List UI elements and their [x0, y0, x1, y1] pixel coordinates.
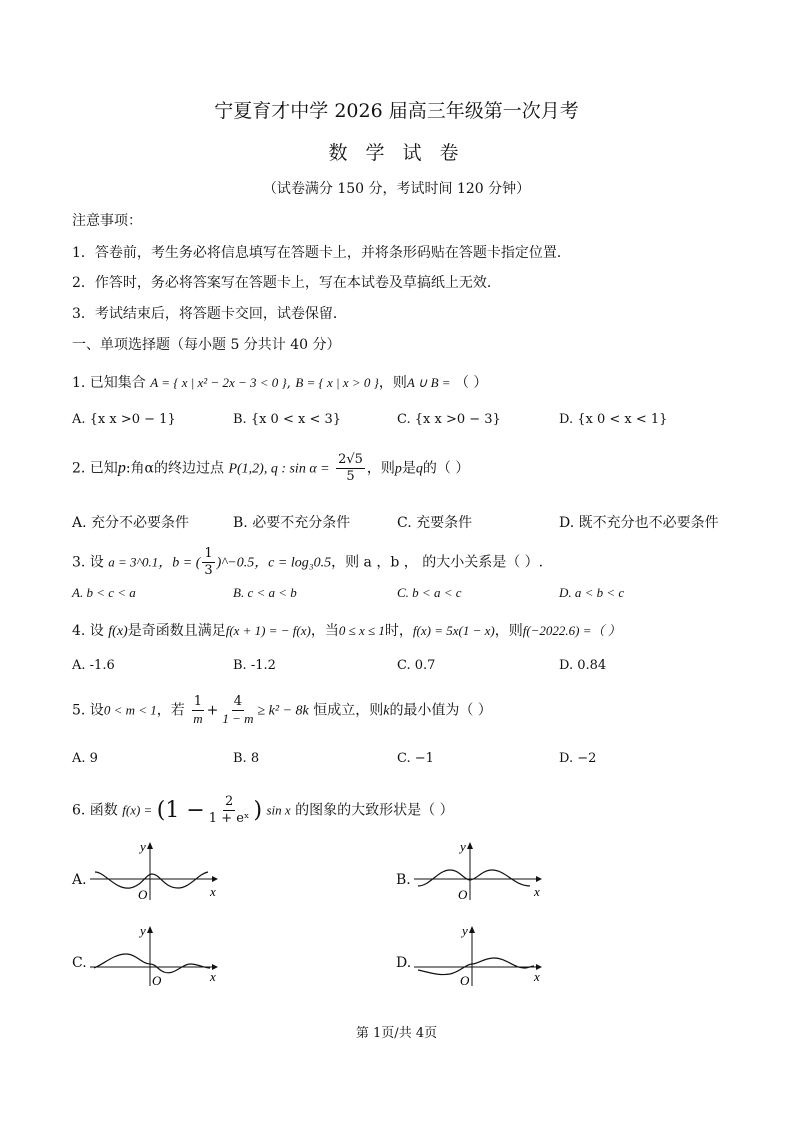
q5-stem-if: ，若: [156, 702, 185, 719]
q2-answer-paren: 的（ ）: [422, 460, 470, 477]
q4-stem-odd: 是奇函数且满足: [127, 623, 226, 639]
q6-graph-c: [90, 924, 220, 986]
q3-b-exp: )^−0.5: [216, 555, 255, 571]
q6-frac-num: 2: [224, 794, 234, 809]
notice-heading: 注意事项：: [72, 213, 142, 229]
q2-option-b: B. 必要不充分条件: [233, 515, 351, 531]
q4-option-a: A. -1.6: [72, 658, 115, 673]
q2-stem-angle: :角α的终边过点: [125, 460, 224, 477]
q4-option-c: C. 0.7: [397, 658, 436, 673]
q4-range: 0 ≤ x ≤ 1: [338, 623, 385, 638]
q6-option-c-label: C.: [72, 955, 87, 971]
q4-stem-time: 时，: [384, 623, 413, 639]
q4-relation: f(x + 1) = − f(x): [225, 623, 311, 638]
q2-q: q: [415, 461, 423, 477]
q5-option-d: D. −2: [559, 751, 597, 766]
exam-subject: 数 学 试 卷: [328, 142, 465, 164]
q3-option-c: C. b < a < c: [397, 585, 462, 600]
q6-stem-text: 6. 函数: [72, 802, 118, 819]
q5-fraction-1: [191, 694, 204, 727]
q4-option-d: D. 0.84: [559, 658, 607, 673]
q6-c-origin-label: O: [152, 973, 162, 988]
q5-plus: +: [206, 702, 219, 719]
q6-answer-paren: 的图象的大致形状是（ ）: [295, 802, 454, 819]
q6-b-x-label: x: [534, 884, 540, 899]
q5-rhs: ≥ k² − 8k: [257, 703, 309, 719]
q6-a-origin-label: O: [138, 887, 148, 902]
q2-option-a: A. 充分不必要条件: [72, 515, 190, 531]
q6-graph-b: [414, 839, 544, 902]
q4-ask: f(−2022.6) =（ ）: [522, 623, 621, 638]
q2-option-d: D. 既不充分也不必要条件: [559, 515, 719, 531]
q2-stem-then: ，则: [366, 460, 395, 477]
q6-fraction: [207, 794, 252, 827]
q3-stem-tail: ，则 a ，b ， 的大小关系是（ ）.: [331, 554, 544, 571]
q3-c-expr: ，c = log₃0.5: [254, 555, 332, 571]
q5-fraction-2: [220, 694, 255, 727]
q5-frac1-num: 1: [193, 694, 203, 709]
q5-option-b: B. 8: [233, 751, 260, 766]
q1-option-c: C. {x x >0 − 3}: [397, 412, 501, 427]
q2-point: P(1,2), q : sin α =: [228, 461, 330, 477]
q2-stem-text: 2. 已知: [72, 460, 118, 477]
q1-expr: A ∪ B =: [406, 375, 451, 390]
question-5-stem: [72, 694, 492, 727]
section-heading: 一、单项选择题（每小题 5 分共计 40 分）: [72, 337, 341, 353]
q2-p: p: [117, 459, 126, 477]
q3-stem-text: 3. 设: [72, 554, 104, 571]
q1-answer-paren: （ ）: [454, 375, 488, 391]
q4-stem-then: ，则: [494, 623, 523, 639]
q1-option-b: B. {x 0 < x < 3}: [233, 412, 342, 427]
exam-title: 宁夏育才中学 2026 届高三年级第一次月考: [214, 100, 579, 122]
q3-b-den: 3: [204, 563, 213, 578]
q6-c-x-label: x: [210, 969, 216, 984]
q2-p-second: p: [394, 461, 402, 477]
q3-b-fraction: [202, 546, 214, 579]
page-footer: 第 1页/共 4页: [355, 1026, 438, 1041]
q5-answer-paren: 的最小值为（ ）: [389, 702, 492, 719]
q5-frac1-den: m: [193, 711, 203, 726]
q6-option-d-label: D.: [396, 955, 412, 971]
q3-option-b: B. c < a < b: [233, 585, 297, 600]
question-2-stem: [72, 452, 469, 485]
q1-set-a: A = { x | x² − 2x − 3 < 0 }: [150, 375, 287, 390]
q6-option-a-label: A.: [72, 872, 87, 888]
q5-frac2-den: 1 − m: [222, 711, 254, 726]
q1-stem-text: 1. 已知集合: [72, 375, 146, 391]
q5-k: k: [383, 703, 390, 719]
q2-stem-is: 是: [401, 460, 416, 477]
q2-fraction: [336, 452, 365, 485]
q4-option-b: B. -1.2: [233, 658, 276, 673]
q4-definition: f(x) = 5x(1 − x): [412, 623, 495, 638]
q2-option-c: C. 充要条件: [397, 515, 473, 531]
q3-b-label: ，b = (: [158, 555, 201, 571]
exam-note: （试卷满分 150 分，考试时间 120 分钟）: [262, 181, 531, 197]
q6-d-y-label: y: [462, 923, 468, 938]
q4-stem-when: ，当: [310, 623, 339, 639]
q6-b-y-label: y: [460, 839, 466, 854]
q5-range: 0 < m < 1: [103, 702, 157, 718]
q6-left-paren: (1 −: [156, 798, 205, 823]
q6-fx: f(x) =: [122, 802, 153, 818]
q6-option-b-label: B.: [396, 872, 411, 888]
q6-graph-a: [90, 839, 220, 902]
q6-frac-den: 1 + eˣ: [208, 811, 250, 826]
q4-stem-text: 4. 设: [72, 623, 104, 639]
q6-d-x-label: x: [534, 969, 540, 984]
q6-a-y-label: y: [140, 839, 146, 854]
q1-option-a: A. {x x >0 − 1}: [72, 412, 176, 427]
q3-b-num: 1: [204, 546, 213, 561]
q5-stem-text: 5. 设: [72, 702, 104, 719]
question-3-stem: [72, 546, 543, 579]
q1-option-d: D. {x 0 < x < 1}: [559, 412, 668, 427]
q4-fx: f(x): [108, 624, 128, 639]
q6-b-origin-label: O: [458, 887, 468, 902]
q3-option-a: A. b < c < a: [72, 585, 136, 600]
q2-frac-den: 5: [346, 469, 355, 484]
q6-c-y-label: y: [140, 923, 146, 938]
q5-stem-hold: 恒成立，则: [313, 702, 384, 719]
q3-option-d: D. a < b < c: [559, 585, 625, 600]
q1-set-b: B = { x | x > 0 }: [295, 375, 379, 390]
notice-item-1: 1．答卷前，考生务必将信息填写在答题卡上，并将条形码贴在答题卡指定位置．: [72, 245, 571, 261]
q6-graph-d: [414, 924, 544, 986]
notice-item-2: 2．作答时，务必将答案写在答题卡上，写在本试卷及草搞纸上无效．: [72, 275, 501, 291]
q3-a-expr: a = 3^0.1: [108, 554, 159, 570]
q5-option-c: C. −1: [397, 751, 434, 766]
notice-item-3: 3．考试结束后，将答题卡交回，试卷保留．: [72, 306, 347, 322]
question-4-stem: [72, 620, 621, 640]
question-6-stem: [72, 794, 454, 827]
q5-option-a: A. 9: [72, 751, 98, 766]
q6-right-paren: ): [253, 798, 263, 823]
q2-frac-num: 2√5: [338, 452, 363, 467]
q6-d-origin-label: O: [460, 973, 470, 988]
q6-a-x-label: x: [210, 884, 216, 899]
q1-stem-then: ，则: [378, 375, 407, 391]
q6-sinx: sin x: [266, 802, 291, 818]
q5-frac2-num: 4: [233, 694, 243, 709]
question-1-stem: 1. 已知集合 A = { x | x² − 2x − 3 < 0 }, B = { x | x > 0 }，则A ∪ B = （ ）: [72, 375, 488, 391]
